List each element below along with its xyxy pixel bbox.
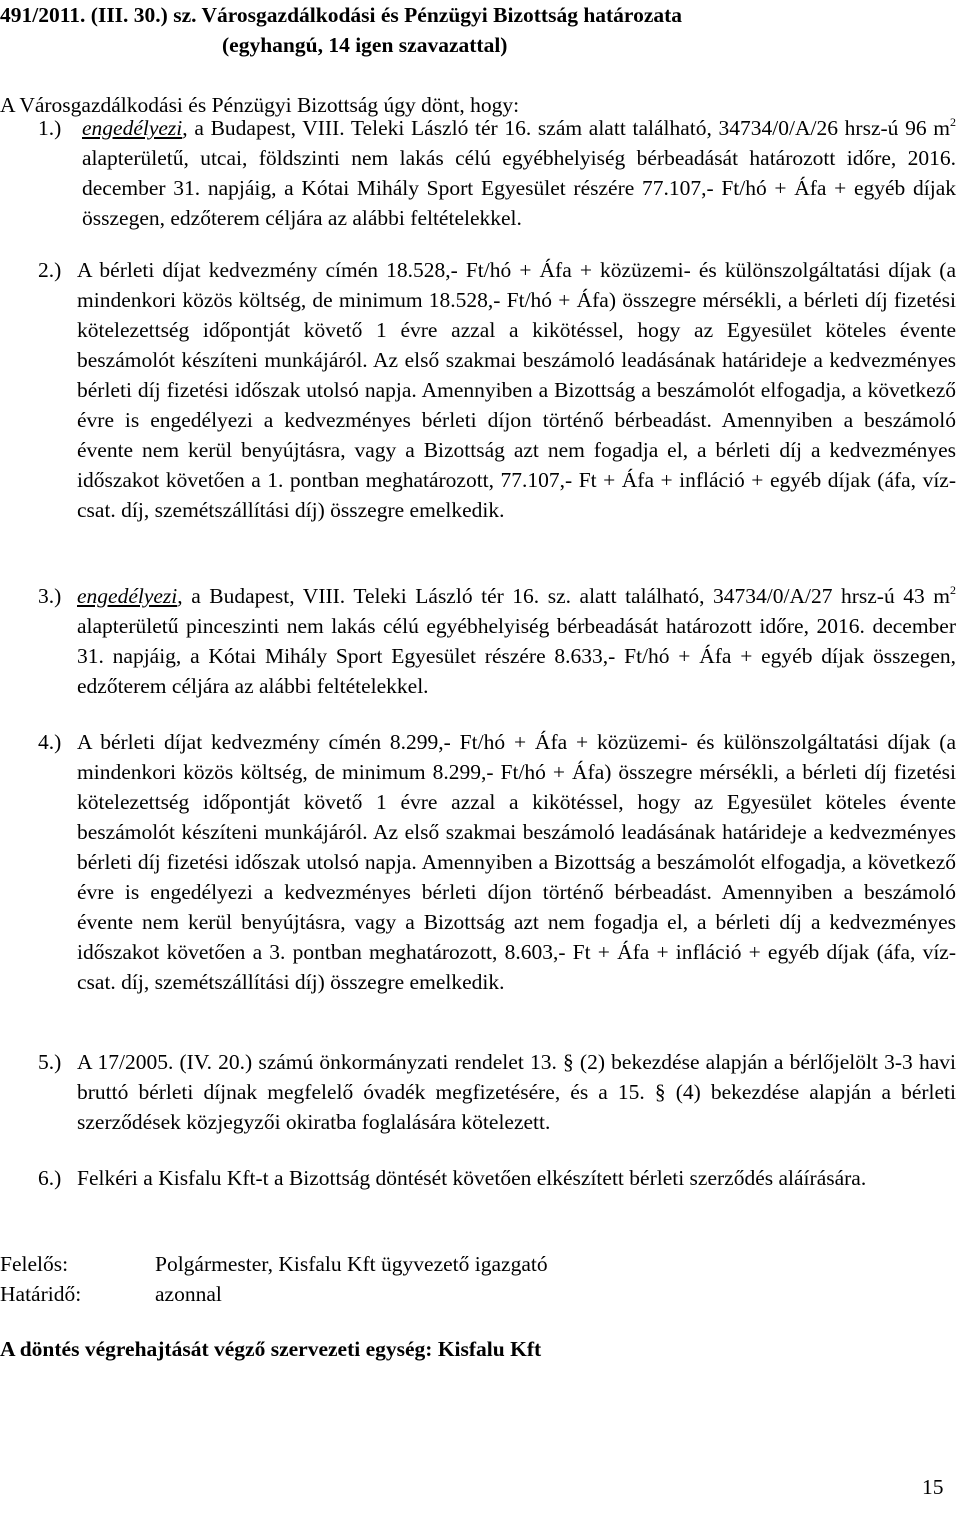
item-4 [38, 727, 956, 997]
item-6 [38, 1163, 956, 1193]
item-2 [38, 255, 956, 525]
item-3-body [38, 581, 956, 701]
item-1-body [0, 113, 956, 233]
item-2-body: A bérleti díjat kedvezmény címén 18.528,- Ft/hó + Áfa + közüzemi- és különszolgáltatási díjak (a mindenkori közös költség, de minimum 18.528,- Ft/hó + Áfa) összegre mérsékli, a bérleti díj fizetési kötelezettség időpontját követő 1 évre azzal a kikötéssel, hogy az Egyesület köteles évente beszámolót készíteni munkájáról. Az első szakmai beszámoló leadásának határideje a kedvezményes bérleti díj fizetési időszak utolsó napja. Amennyiben a Bizottság a beszámolót elfogadja, a következő évre is engedélyezi a kedvezményes bérleti díjon történő bérbeadást. Amennyiben a beszámoló évente nem kerül benyújtásra, vagy a Bizottság azt nem fogadja el, a bérleti díj a kedvezményes időszakot követően a 1. pontban meghatározott, 77.107,- Ft + Áfa + infláció + egyéb díjak (áfa, víz-csat. díj, szemétszállítási díj) összegre emelkedik. [77, 258, 956, 522]
responsible-value: Polgármester, Kisfalu Kft ügyvezető igazgató [155, 1252, 548, 1276]
item-3-sup: 2 [950, 583, 956, 597]
item-1-sup: 2 [950, 115, 956, 129]
item-1-verb: engedélyezi [82, 116, 183, 140]
item-3-number: 3.) [38, 584, 62, 608]
deadline-label: Határidő: [0, 1282, 82, 1306]
page-number: 15 [922, 1475, 944, 1499]
item-4-number: 4.) [38, 730, 62, 754]
item-5-number: 5.) [38, 1050, 62, 1074]
item-3-text-b: alapterületű pinceszinti nem lakás célú egyébhelyiség bérbeadását határozott időre, 2016. december 31. napjáig, a Kótai Mihály Sport Egyesület részére 8.633,- Ft/hó + Áfa + egyéb díjak összegen, edzőterem céljára az alábbi feltételekkel. [77, 614, 956, 698]
decision-unit: A döntés végrehajtását végző szervezeti egység: Kisfalu Kft [0, 1337, 542, 1361]
item-6-body: Felkéri a Kisfalu Kft-t a Bizottság döntését követően elkészített bérleti szerződés aláírására. [77, 1166, 867, 1190]
item-6-number: 6.) [38, 1166, 62, 1190]
deadline-value: azonnal [155, 1282, 222, 1306]
intro-text: A Városgazdálkodási és Pénzügyi Bizottság úgy dönt, hogy: [0, 93, 520, 117]
item-1-text-b: alapterületű, utcai, földszinti nem lakás célú egyébhelyiség bérbeadását határozott időre, 2016. december 31. napjáig, a Kótai Mihály Sport Egyesület részére 77.107,- Ft/hó + Áfa + egyéb díjak összegen, edzőterem céljára az alábbi feltételekkel. [82, 146, 956, 230]
title-line-1: 491/2011. (III. 30.) sz. Városgazdálkodási és Pénzügyi Bizottság határozata [0, 3, 683, 27]
title-line-2: (egyhangú, 14 igen szavazattal) [222, 33, 508, 57]
item-1-number: 1.) [38, 116, 62, 140]
resolution-title [0, 0, 960, 60]
item-3-verb: engedélyezi [77, 584, 178, 608]
item-3-text-a: , a Budapest, VIII. Teleki László tér 16. sz. alatt található, 34734/0/A/27 hrsz-ú 43 m [177, 584, 950, 608]
item-1-text-a: , a Budapest, VIII. Teleki László tér 16. szám alatt található, 34734/0/A/26 hrsz-ú 96 m [182, 116, 950, 140]
item-2-number: 2.) [38, 258, 62, 282]
item-5-body: A 17/2005. (IV. 20.) számú önkormányzati rendelet 13. § (2) bekezdése alapján a bérlőjelölt 3-3 havi bruttó bérleti díjnak megfelelő óvadék megfizetésére, és a 15. § (4) bekezdése alapján a bérleti szerződések közjegyzői okiratba foglalására kötelezett. [77, 1050, 956, 1134]
item-3 [38, 581, 956, 701]
responsible-label: Felelős: [0, 1252, 69, 1276]
item-4-body: A bérleti díjat kedvezmény címén 8.299,- Ft/hó + Áfa + közüzemi- és különszolgáltatási díjak (a mindenkori közös költség, de minimum 8.299,- Ft/hó + Áfa) összegre mérsékli, a bérleti díj fizetési kötelezettség időpontját követő 1 évre azzal a kikötéssel, hogy az Egyesület köteles évente beszámolót készíteni munkájáról. Az első szakmai beszámoló leadásának határideje a kedvezményes bérleti díj fizetési időszak utolsó napja. Amennyiben a Bizottság a beszámolót elfogadja, a következő évre is engedélyezi a kedvezményes bérleti díjon történő bérbeadást. Amennyiben a beszámoló évente nem kerül benyújtásra, vagy a Bizottság azt nem fogadja el, a bérleti díj a kedvezményes időszakot követően a 3. pontban meghatározott, 8.603,- Ft + Áfa + infláció + egyéb díjak (áfa, víz-csat. díj, szemétszállítási díj) összegre emelkedik. [77, 730, 956, 994]
item-5 [38, 1047, 956, 1137]
item-1 [0, 113, 956, 233]
